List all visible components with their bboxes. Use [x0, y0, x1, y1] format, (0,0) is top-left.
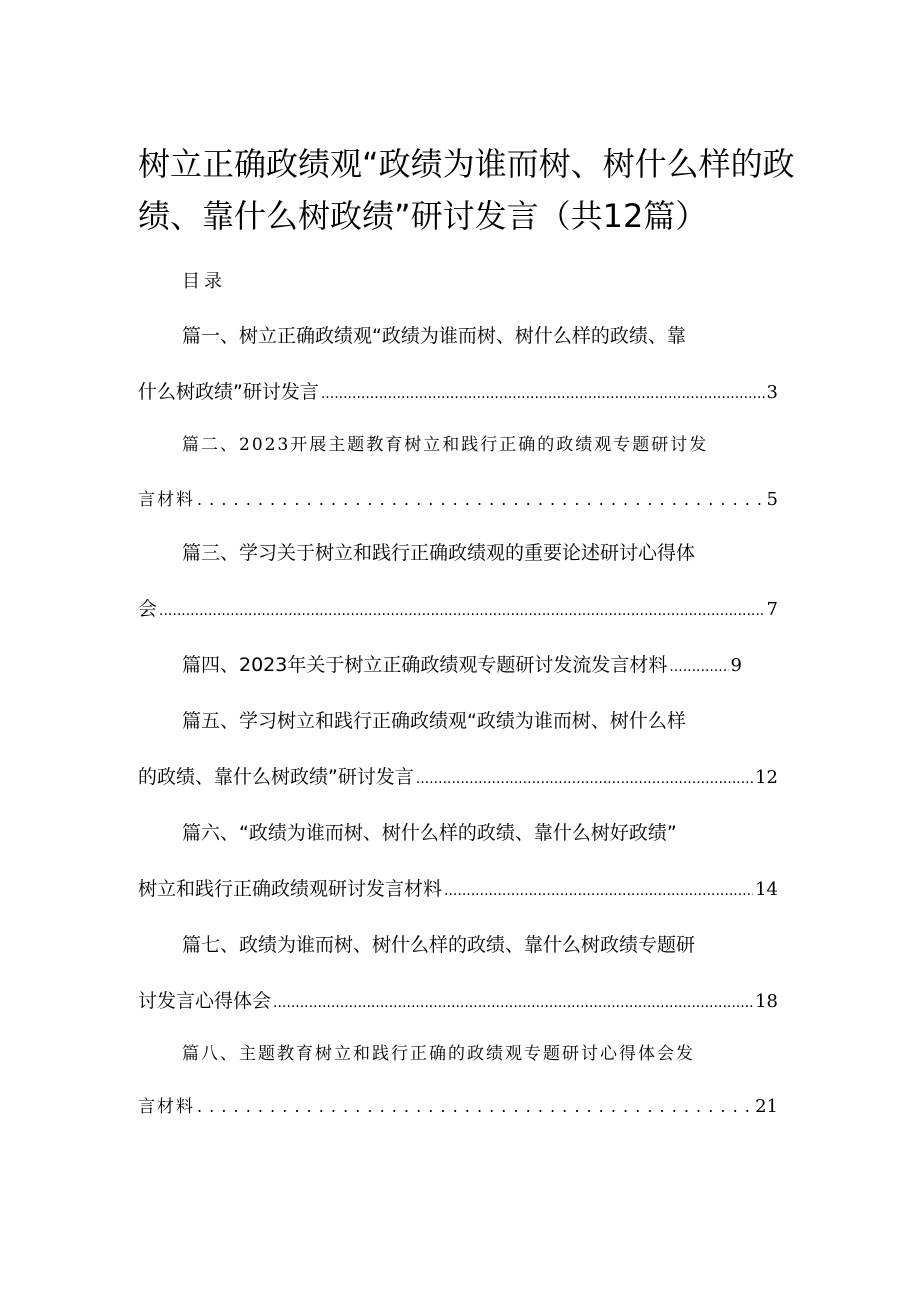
toc-entry-1-page: 3	[766, 382, 778, 403]
toc-entry-2-text-cont: 言材料	[138, 490, 195, 510]
toc-entry-6-text-cont: 树立和践行正确政绩观研讨发言材料	[138, 878, 443, 900]
toc-entry-8-line-2[interactable]	[138, 1093, 778, 1121]
toc-entry-8-line-1[interactable]	[182, 1040, 742, 1068]
toc-entry-1-line-2[interactable]	[138, 378, 778, 406]
toc-entry-6-text: 篇六、“政绩为谁而树、树什么样的政绩、靠什么树好政绩”	[182, 822, 677, 844]
document-title: 树立正确政绩观“政绩为谁而树、树什么样的政绩、靠什么树政绩”研讨发言（共12篇）	[138, 145, 795, 235]
toc-entry-3-text-cont: 会	[138, 598, 158, 620]
toc-leader-dots	[197, 1093, 753, 1121]
toc-entry-8-text: 篇八、主题教育树立和践行正确的政绩观专题研讨心得体会发	[182, 1044, 695, 1064]
toc-entry-7-line-2[interactable]	[138, 987, 778, 1015]
toc-leader-dots	[669, 651, 728, 681]
toc-entry-3-line-1[interactable]	[182, 539, 742, 567]
toc-entry-1-line-1[interactable]	[182, 322, 742, 350]
toc-leader-dots	[273, 987, 753, 1017]
toc-leader-dots	[444, 875, 753, 905]
toc-entry-3-line-2[interactable]	[138, 595, 778, 623]
toc-entry-3-page: 7	[766, 599, 778, 620]
toc-entry-4-page: 9	[730, 655, 742, 676]
toc-leader-dots	[321, 378, 765, 408]
toc-entry-5-text: 篇五、学习树立和践行正确政绩观“政绩为谁而树、树什么样	[182, 710, 686, 732]
toc-entry-4-line-1[interactable]	[182, 651, 742, 679]
toc-entry-2-text: 篇二、2023开展主题教育树立和践行正确的政绩观专题研讨发	[182, 435, 709, 455]
toc-entry-3-text: 篇三、学习关于树立和践行正确政绩观的重要论述研讨心得体	[182, 542, 696, 564]
toc-entry-6-line-1[interactable]	[182, 819, 742, 847]
toc-entry-1-text-cont: 什么树政绩”研讨发言	[138, 381, 319, 403]
toc-entry-7-text-cont: 讨发言心得体会	[138, 990, 272, 1012]
toc-entry-5-line-2[interactable]	[138, 763, 778, 791]
toc-entry-4-text: 篇四、2023年关于树立正确政绩观专题研讨发流发言材料	[182, 654, 668, 676]
toc-leader-dots	[197, 486, 765, 514]
toc-heading: 目录	[182, 271, 226, 292]
toc-entry-2-line-1[interactable]	[182, 431, 742, 459]
toc-entry-8-text-cont: 言材料	[138, 1097, 195, 1117]
toc-entry-7-page: 18	[755, 991, 778, 1012]
toc-entry-7-text: 篇七、政绩为谁而树、树什么样的政绩、靠什么树政绩专题研	[182, 934, 696, 956]
toc-entry-2-line-2[interactable]	[138, 486, 778, 514]
toc-entry-5-text-cont: 的政绩、靠什么树政绩”研讨发言	[138, 766, 414, 788]
toc-leader-dots	[416, 763, 753, 793]
toc-entry-6-line-2[interactable]	[138, 875, 778, 903]
toc-entry-6-page: 14	[755, 879, 778, 900]
toc-entry-5-line-1[interactable]	[182, 707, 742, 735]
toc-entry-8-page: 21	[755, 1096, 778, 1117]
toc-leader-dots	[159, 595, 765, 625]
toc-entry-1-text: 篇一、树立正确政绩观“政绩为谁而树、树什么样的政绩、靠	[182, 325, 686, 347]
toc-entry-7-line-1[interactable]	[182, 931, 742, 959]
toc-entry-2-page: 5	[766, 489, 778, 510]
toc-entry-5-page: 12	[755, 767, 778, 788]
